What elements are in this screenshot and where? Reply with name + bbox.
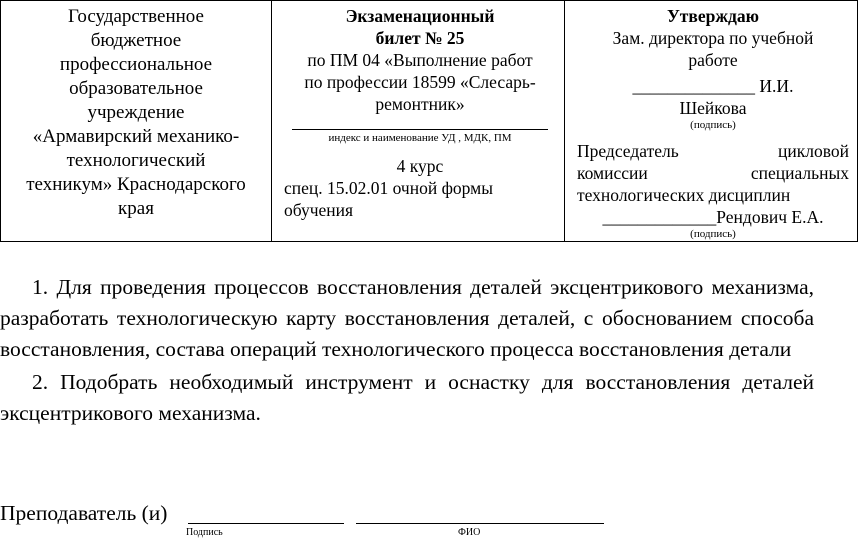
ticket-header-table [0, 0, 858, 242]
institution-line: технологический [66, 150, 206, 171]
course: 4 курс [396, 156, 444, 176]
approve-title: Утверждаю [666, 6, 760, 26]
approve-name: Шейкова [679, 98, 747, 118]
index-caption: индекс и наименование УД , МДК, ПМ [328, 132, 512, 144]
study-form: обучения [284, 200, 354, 220]
chair-line-3: технологических дисциплин [577, 185, 791, 205]
teacher-name-line [356, 523, 604, 524]
chair-signature-line: _____________Рендович Е.А. [602, 207, 824, 227]
institution-line: бюджетное [90, 30, 182, 51]
institution-line: Государственное [68, 6, 204, 27]
teacher-name-caption: ФИО [458, 527, 481, 538]
ticket-cell [272, 1, 565, 242]
chair-sign-caption: (подпись) [690, 228, 736, 240]
institution-line: образовательное [69, 78, 203, 99]
approval-cell [565, 1, 858, 242]
chair-line-2: комиссии специальных [577, 163, 849, 183]
approve-signature-line: ______________ И.И. [632, 76, 794, 96]
index-rule [292, 129, 548, 130]
institution-line: техникум» Краснодарского [26, 174, 246, 195]
task-1: 1. Для проведения процессов восстановления деталей эксцентрикового механизма, разработать технологическую карту восстановления деталей, с обоснованием способа восстановления, состава операций технологического процесса восстановления детали [0, 275, 814, 361]
institution-line: «Армавирский механико- [32, 126, 240, 147]
ticket-profession: по профессии 18599 «Слесарь- [304, 72, 536, 92]
tasks [0, 272, 814, 429]
chair-line-1: Председатель цикловой [577, 141, 849, 161]
specialty: спец. 15.02.01 очной формы [284, 178, 494, 198]
ticket-profession-end: ремонтник» [375, 94, 465, 114]
teacher-sign-line [188, 523, 344, 524]
institution-line: края [118, 198, 154, 219]
teacher-sign-caption: Подпись [186, 527, 223, 538]
ticket-module: по ПМ 04 «Выполнение работ [307, 50, 533, 70]
institution-cell [1, 1, 272, 242]
teacher-signature-block [0, 501, 814, 551]
approve-sign-caption: (подпись) [690, 119, 736, 131]
approve-role: Зам. директора по учебной [612, 28, 814, 48]
teacher-label: Преподаватель (и) [0, 501, 168, 525]
approve-role-end: работе [688, 50, 738, 70]
ticket-title: Экзаменационный [345, 6, 495, 26]
ticket-number: билет № 25 [375, 28, 465, 48]
institution-line: учреждение [87, 102, 185, 123]
task-2: 2. Подобрать необходимый инструмент и оснастку для восстановления деталей эксцентрикового механизма. [0, 370, 814, 425]
institution-line: профессиональное [59, 54, 213, 75]
